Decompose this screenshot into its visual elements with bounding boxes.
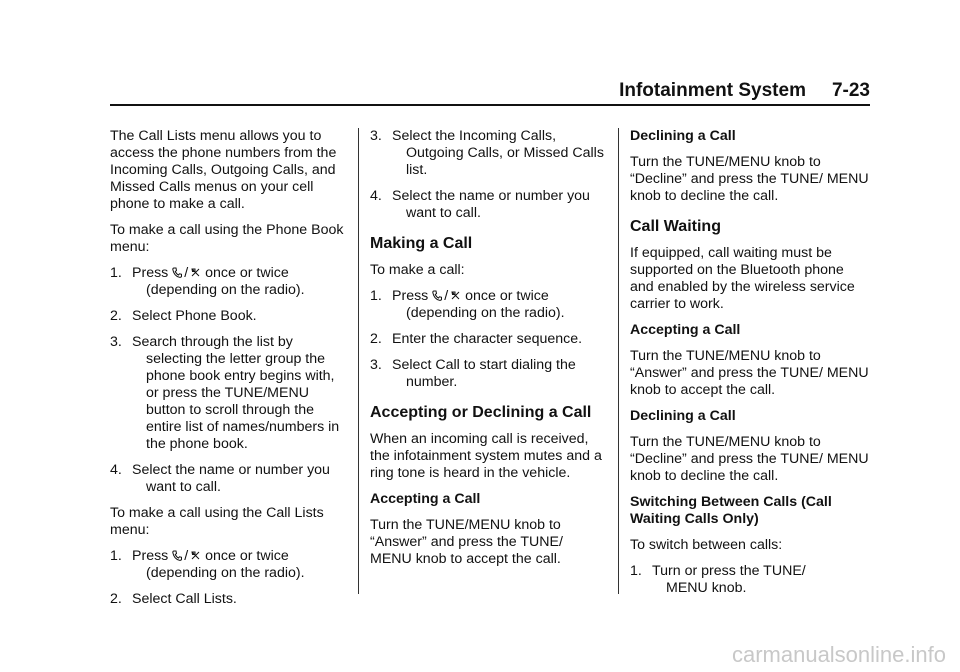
step-text: Select Call Lists.: [132, 591, 237, 607]
step-number: 1.: [110, 265, 122, 281]
step-text: Search through the list by: [132, 334, 293, 350]
mute-call-icon: [450, 290, 461, 301]
step-text: Press: [132, 265, 169, 281]
subheading: Accepting a Call: [630, 322, 741, 338]
step-text: Press: [132, 548, 169, 564]
step-number: 1.: [630, 563, 642, 579]
list-item: [110, 265, 348, 299]
list-item: [370, 331, 606, 348]
list-item: [110, 548, 348, 582]
list-item: [370, 128, 606, 179]
paragraph: Turn the TUNE/MENU knob to “Decline” and press the TUNE/ MENU knob to decline the call.: [630, 154, 869, 204]
step-number: 2.: [370, 331, 382, 347]
header-text: [619, 80, 870, 102]
step-text: Select the Incoming Calls,: [392, 128, 557, 144]
step-text: Select the name or number you: [392, 188, 590, 204]
section-heading: Making a Call: [370, 235, 473, 252]
subheading: Declining a Call: [630, 128, 736, 144]
section-title: Infotainment System: [619, 80, 806, 101]
list-item: [110, 462, 348, 496]
list-item: [110, 591, 348, 608]
column-divider: [358, 128, 359, 594]
step-number: 3.: [370, 128, 382, 144]
step-continuation: number.: [406, 374, 458, 390]
step-text: Enter the character sequence.: [392, 331, 583, 347]
step-text: once or twice: [465, 288, 549, 304]
step-number: 4.: [110, 462, 122, 478]
mute-call-icon: [190, 550, 201, 561]
step-text: Press: [392, 288, 429, 304]
step-continuation: selecting the letter group the phone book entry begins with, or press the TUNE/MENU button to scroll through the entire list of names/numbers in the phone book.: [146, 351, 340, 452]
paragraph: To make a call using the Call Lists menu:: [110, 505, 324, 538]
phone-icon: [432, 290, 442, 301]
list-item: [370, 188, 606, 222]
paragraph: When an incoming call is received, the infotainment system mutes and a ring tone is heard in the vehicle.: [370, 431, 602, 481]
column-divider: [618, 128, 619, 594]
list-item: [630, 563, 870, 597]
step-text: once or twice: [205, 548, 289, 564]
subheading: Declining a Call: [630, 408, 736, 424]
list-item: [110, 334, 348, 453]
list-item: [370, 288, 606, 322]
step-text: once or twice: [205, 265, 289, 281]
mute-call-icon: [190, 267, 201, 278]
paragraph: To switch between calls:: [630, 537, 783, 553]
subheading: Accepting a Call: [370, 491, 481, 507]
paragraph: To make a call using the Phone Book menu:: [110, 222, 344, 255]
step-text: Turn or press the TUNE/: [652, 563, 806, 579]
step-continuation: (depending on the radio).: [146, 282, 305, 298]
slash: /: [184, 265, 189, 281]
step-continuation: want to call.: [146, 479, 221, 495]
section-heading: Accepting or Declining a Call: [370, 404, 592, 421]
paragraph: If equipped, call waiting must be supported on the Bluetooth phone and enabled by the wireless service carrier to work.: [630, 245, 855, 312]
phone-icon: [172, 550, 182, 561]
step-number: 2.: [110, 308, 122, 324]
paragraph: Turn the TUNE/MENU knob to “Answer” and press the TUNE/ MENU knob to accept the call.: [370, 517, 563, 567]
step-text: Select the name or number you: [132, 462, 330, 478]
step-continuation: (depending on the radio).: [146, 565, 305, 581]
header-rule: [110, 104, 870, 106]
step-text: Select Call to start dialing the: [392, 357, 576, 373]
page-number: 7-23: [831, 80, 870, 101]
step-number: 1.: [110, 548, 122, 564]
step-continuation: MENU knob.: [666, 580, 747, 596]
watermark: carmanualsonline.info: [731, 642, 946, 667]
column-3: [630, 128, 870, 606]
step-number: 2.: [110, 591, 122, 607]
step-number: 1.: [370, 288, 382, 304]
step-continuation: (depending on the radio).: [406, 305, 565, 321]
column-1: [110, 128, 348, 617]
paragraph: Turn the TUNE/MENU knob to “Decline” and press the TUNE/ MENU knob to decline the call.: [630, 434, 869, 484]
page-header: [110, 80, 870, 104]
step-continuation: Outgoing Calls, or Missed Calls list.: [406, 145, 604, 178]
paragraph: Turn the TUNE/MENU knob to “Answer” and press the TUNE/ MENU knob to accept the call.: [630, 348, 869, 398]
step-number: 4.: [370, 188, 382, 204]
phone-icon: [172, 267, 182, 278]
paragraph: To make a call:: [370, 262, 465, 278]
paragraph: The Call Lists menu allows you to access the phone numbers from the Incoming Calls, Outgoing Calls, and Missed Calls menus on your cell phone to make a call.: [110, 128, 337, 212]
list-item: [110, 308, 348, 325]
slash: /: [184, 548, 189, 564]
step-number: 3.: [370, 357, 382, 373]
section-heading: Call Waiting: [630, 218, 721, 235]
step-continuation: want to call.: [406, 205, 481, 221]
subheading: Switching Between Calls (Call Waiting Calls Only): [630, 494, 832, 527]
list-item: [370, 357, 606, 391]
column-2: [370, 128, 606, 577]
step-text: Select Phone Book.: [132, 308, 257, 324]
slash: /: [444, 288, 449, 304]
step-number: 3.: [110, 334, 122, 350]
